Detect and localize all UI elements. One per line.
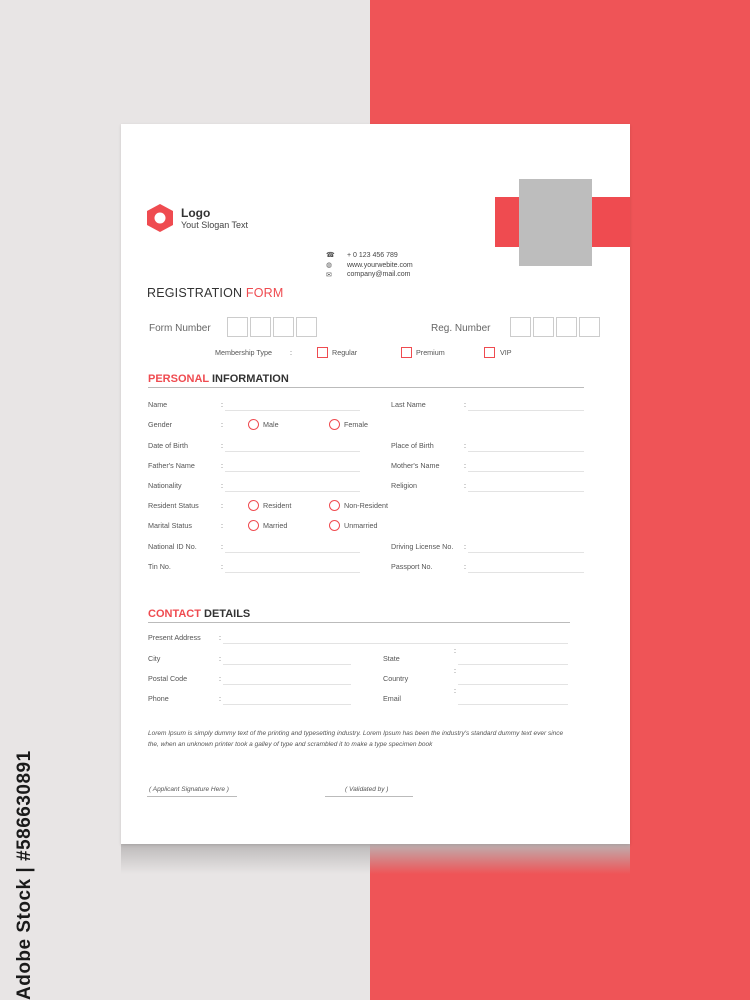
- form-number-digit[interactable]: [273, 317, 294, 337]
- form-title-part2: FORM: [245, 286, 284, 300]
- resident-status-colon: :: [221, 501, 223, 510]
- contact-website: www.yourwebite.com: [347, 262, 413, 269]
- reg-number-digit[interactable]: [556, 317, 577, 337]
- gender-colon: :: [221, 420, 223, 429]
- dob-field[interactable]: [225, 451, 360, 452]
- tin-label: Tin No.: [148, 562, 171, 571]
- phone-label: Phone: [148, 694, 169, 703]
- married-label: Married: [263, 521, 288, 530]
- mail-icon: ✉: [326, 272, 332, 279]
- premium-label: Premium: [416, 348, 445, 357]
- photo-placeholder[interactable]: [519, 179, 592, 266]
- validated-by-line[interactable]: [325, 796, 413, 797]
- form-number-digit[interactable]: [250, 317, 271, 337]
- membership-colon: :: [290, 348, 292, 357]
- passport-label: Passport No.: [391, 562, 433, 571]
- state-field[interactable]: [458, 664, 568, 665]
- reg-number-digit[interactable]: [510, 317, 531, 337]
- contact-phone: + 0 123 456 789: [347, 252, 398, 259]
- passport-field[interactable]: [468, 572, 584, 573]
- present-address-field[interactable]: [223, 643, 568, 644]
- form-title-part1: REGISTRATION: [147, 286, 246, 300]
- resident-status-label: Resident Status: [148, 501, 199, 510]
- last-name-colon: :: [464, 400, 466, 409]
- phone-field[interactable]: [223, 704, 351, 705]
- vip-label: VIP: [500, 348, 512, 357]
- non-resident-label: Non-Resident: [344, 501, 388, 510]
- mothers-name-colon: :: [464, 461, 466, 470]
- form-number-digit[interactable]: [227, 317, 248, 337]
- male-label: Male: [263, 420, 279, 429]
- validated-by-label: ( Validated by ): [345, 786, 389, 793]
- contact-email: company@mail.com: [347, 271, 411, 278]
- unmarried-radio[interactable]: [329, 520, 340, 531]
- unmarried-label: Unmarried: [344, 521, 378, 530]
- religion-colon: :: [464, 481, 466, 490]
- personal-info-title: [148, 373, 289, 385]
- passport-colon: :: [464, 562, 466, 571]
- reg-number-label: Reg. Number: [431, 323, 491, 334]
- membership-type-label: Membership Type: [215, 348, 272, 357]
- city-label: City: [148, 654, 161, 663]
- logo-slogan: Yout Slogan Text: [181, 220, 249, 230]
- city-colon: :: [219, 654, 221, 663]
- contact-details-title: [148, 608, 250, 620]
- reg-number-boxes[interactable]: [510, 317, 602, 337]
- regular-checkbox[interactable]: [317, 347, 328, 358]
- city-field[interactable]: [223, 664, 351, 665]
- fathers-name-colon: :: [221, 461, 223, 470]
- resident-radio[interactable]: [248, 500, 259, 511]
- page-shadow: [121, 842, 630, 874]
- resident-label: Resident: [263, 501, 292, 510]
- state-label: State: [383, 654, 400, 663]
- logo-title: Logo: [181, 206, 211, 220]
- reg-number-digit[interactable]: [579, 317, 600, 337]
- footer-paragraph: Lorem Ipsum is simply dummy text of the printing and typesetting industry. Lorem Ipsum has been the industry's standard dummy text ever since the, when an unknown printer took a galley of type and scrambled it to make a type specimen book: [148, 730, 564, 748]
- tin-colon: :: [221, 562, 223, 571]
- national-id-colon: :: [221, 542, 223, 551]
- registration-form-page: [121, 124, 630, 844]
- male-radio[interactable]: [248, 419, 259, 430]
- contact-details-rule: [148, 622, 570, 623]
- present-address-label: Present Address: [148, 633, 201, 642]
- email-colon: :: [454, 686, 456, 695]
- mothers-name-label: Mother's Name: [391, 461, 440, 470]
- nationality-label: Nationality: [148, 481, 182, 490]
- fathers-name-label: Father's Name: [148, 461, 195, 470]
- national-id-field[interactable]: [225, 552, 360, 553]
- place-of-birth-field[interactable]: [468, 451, 584, 452]
- email-label: Email: [383, 694, 401, 703]
- email-field[interactable]: [458, 704, 568, 705]
- state-colon: :: [454, 646, 456, 655]
- fathers-name-field[interactable]: [225, 471, 360, 472]
- reg-number-digit[interactable]: [533, 317, 554, 337]
- personal-title-accent: PERSONAL: [148, 373, 209, 385]
- nationality-colon: :: [221, 481, 223, 490]
- applicant-signature-label: ( Applicant Signature Here ): [149, 786, 229, 793]
- personal-info-rule: [148, 387, 584, 388]
- country-label: Country: [383, 674, 409, 683]
- last-name-label: Last Name: [391, 400, 426, 409]
- name-colon: :: [221, 400, 223, 409]
- personal-title-rest: INFORMATION: [208, 373, 289, 385]
- driving-license-label: Driving License No.: [391, 542, 454, 551]
- religion-field[interactable]: [468, 491, 584, 492]
- applicant-signature-line[interactable]: [147, 796, 237, 797]
- marital-status-colon: :: [221, 521, 223, 530]
- contact-title-accent: CONTACT: [148, 608, 201, 620]
- driving-license-field[interactable]: [468, 552, 584, 553]
- marital-status-label: Marital Status: [148, 521, 192, 530]
- vip-checkbox[interactable]: [484, 347, 495, 358]
- married-radio[interactable]: [248, 520, 259, 531]
- country-field[interactable]: [458, 684, 568, 685]
- dob-colon: :: [221, 441, 223, 450]
- contact-title-rest: DETAILS: [200, 608, 251, 620]
- postal-code-colon: :: [219, 674, 221, 683]
- form-number-digit[interactable]: [296, 317, 317, 337]
- postal-code-label: Postal Code: [148, 674, 188, 683]
- mothers-name-field[interactable]: [468, 471, 584, 472]
- religion-label: Religion: [391, 481, 417, 490]
- phone-colon: :: [219, 694, 221, 703]
- female-label: Female: [344, 420, 368, 429]
- form-number-label: Form Number: [149, 323, 211, 334]
- non-resident-radio[interactable]: [329, 500, 340, 511]
- dob-label: Date of Birth: [148, 441, 188, 450]
- driving-license-colon: :: [464, 542, 466, 551]
- name-field[interactable]: [225, 410, 360, 411]
- regular-label: Regular: [332, 348, 358, 357]
- postal-code-field[interactable]: [223, 684, 351, 685]
- phone-icon: ☎: [326, 252, 335, 259]
- female-radio[interactable]: [329, 419, 340, 430]
- stock-id-text: Adobe Stock | #586630891: [14, 750, 35, 1000]
- premium-checkbox[interactable]: [401, 347, 412, 358]
- tin-field[interactable]: [225, 572, 360, 573]
- globe-icon: ◍: [326, 262, 333, 269]
- nationality-field[interactable]: [225, 491, 360, 492]
- form-title: [147, 286, 284, 300]
- present-address-colon: :: [219, 633, 221, 642]
- country-colon: :: [454, 666, 456, 675]
- stock-id-watermark: [10, 750, 40, 1000]
- hexagon-icon: [146, 203, 174, 233]
- name-label: Name: [148, 400, 168, 409]
- place-of-birth-colon: :: [464, 441, 466, 450]
- last-name-field[interactable]: [468, 410, 584, 411]
- gender-label: Gender: [148, 420, 172, 429]
- national-id-label: National ID No.: [148, 542, 197, 551]
- place-of-birth-label: Place of Birth: [391, 441, 434, 450]
- form-number-boxes[interactable]: [227, 317, 319, 337]
